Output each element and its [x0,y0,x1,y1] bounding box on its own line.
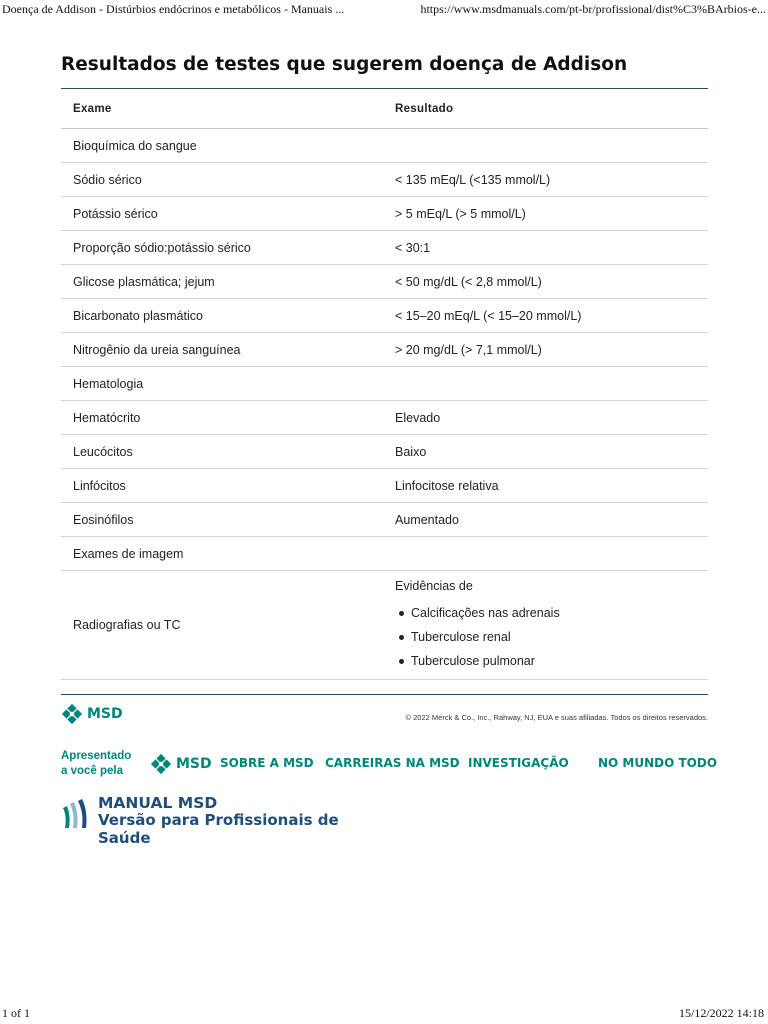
results-table [61,88,708,680]
table-row [61,401,708,435]
resultado-cell [383,129,708,163]
exame-cell: Leucócitos [61,435,383,469]
resultado-cell: Aumentado [383,503,708,537]
resultado-cell [383,367,708,401]
table-row [61,163,708,197]
header-exame: Exame [61,89,383,129]
resultado-cell [383,571,708,680]
exame-cell: Potássio sérico [61,197,383,231]
table-row [61,571,708,680]
brand-subtitle: Versão para Profissionais de Saúde [98,811,339,847]
presented-by-label [61,749,131,779]
presented-line-2: a você pela [61,765,124,777]
resultado-cell: < 15–20 mEq/L (< 15–20 mmol/L) [383,299,708,333]
exame-cell: Exames de imagem [61,537,383,571]
header-resultado: Resultado [383,89,708,129]
nav-sobre-msd[interactable]: SOBRE A MSD [220,756,314,770]
table-row [61,333,708,367]
brand-title: MANUAL MSD [98,794,218,812]
page-title: Resultados de testes que sugerem doença de Addison [61,54,628,75]
exame-cell: Glicose plasmática; jejum [61,265,383,299]
table-row [61,469,708,503]
exame-cell: Bicarbonato plasmático [61,299,383,333]
resultado-cell [383,537,708,571]
msd-logo-icon [61,703,83,725]
msd-logo-icon [150,753,172,775]
table-header-row [61,89,708,129]
footer-nav [61,749,721,783]
msd-nav-logo-text: MSD [176,756,212,772]
msd-logo-link[interactable] [61,703,123,725]
results-table-container [61,88,708,680]
exame-cell: Hematócrito [61,401,383,435]
print-url: https://www.msdmanuals.com/pt-br/profissional/dist%C3%BArbios-e... [420,2,766,16]
resultado-cell: < 50 mg/dL (< 2,8 mmol/L) [383,265,708,299]
exame-cell: Proporção sódio:potássio sérico [61,231,383,265]
manual-msd-logo-icon [61,798,91,830]
msd-footer-row [61,703,708,729]
exame-cell: Eosinófilos [61,503,383,537]
list-item: Tuberculose renal [395,625,696,649]
table-row [61,367,708,401]
exame-cell: Bioquímica do sangue [61,129,383,163]
table-row [61,231,708,265]
print-footer [0,1002,768,1024]
table-row [61,537,708,571]
table-bottom-rule [61,694,708,695]
list-item: Tuberculose pulmonar [395,649,696,673]
exame-cell: Linfócitos [61,469,383,503]
resultado-cell: Elevado [383,401,708,435]
nav-carreiras[interactable]: CARREIRAS NA MSD [325,756,460,770]
presented-line-1: Apresentado [61,750,132,762]
msd-nav-logo-link[interactable] [150,753,212,775]
table-row [61,503,708,537]
nav-mundo-todo[interactable]: NO MUNDO TODO [598,756,718,770]
resultado-cell: < 30:1 [383,231,708,265]
evidence-intro: Evidências de [395,579,473,593]
resultado-cell: > 20 mg/dL (> 7,1 mmol/L) [383,333,708,367]
exame-cell: Nitrogênio da ureia sanguínea [61,333,383,367]
print-page-title: Doença de Addison - Distúrbios endócrinos e metabólicos - Manuais ... [2,2,345,16]
print-datetime: 15/12/2022 14:18 [678,1006,764,1020]
nav-investigacao[interactable]: INVESTIGAÇÃO [468,756,569,770]
exame-cell: Hematologia [61,367,383,401]
page-count: 1 of 1 [2,1006,30,1020]
evidence-list [395,601,696,673]
resultado-cell: Baixo [383,435,708,469]
exame-cell: Radiografias ou TC [61,571,383,680]
list-item: Calcificações nas adrenais [395,601,696,625]
msd-logo-text: MSD [87,706,123,722]
table-row [61,299,708,333]
manual-msd-brand[interactable] [61,794,381,847]
resultado-cell: Linfocitose relativa [383,469,708,503]
print-header [0,0,768,20]
copyright-text: © 2022 Merck & Co., Inc., Rahway, NJ, EUA e suas afiliadas. Todos os direitos reservados. [405,713,708,722]
resultado-cell: > 5 mEq/L (> 5 mmol/L) [383,197,708,231]
table-row [61,197,708,231]
table-row [61,129,708,163]
exame-cell: Sódio sérico [61,163,383,197]
table-row [61,265,708,299]
resultado-cell: < 135 mEq/L (<135 mmol/L) [383,163,708,197]
table-row [61,435,708,469]
